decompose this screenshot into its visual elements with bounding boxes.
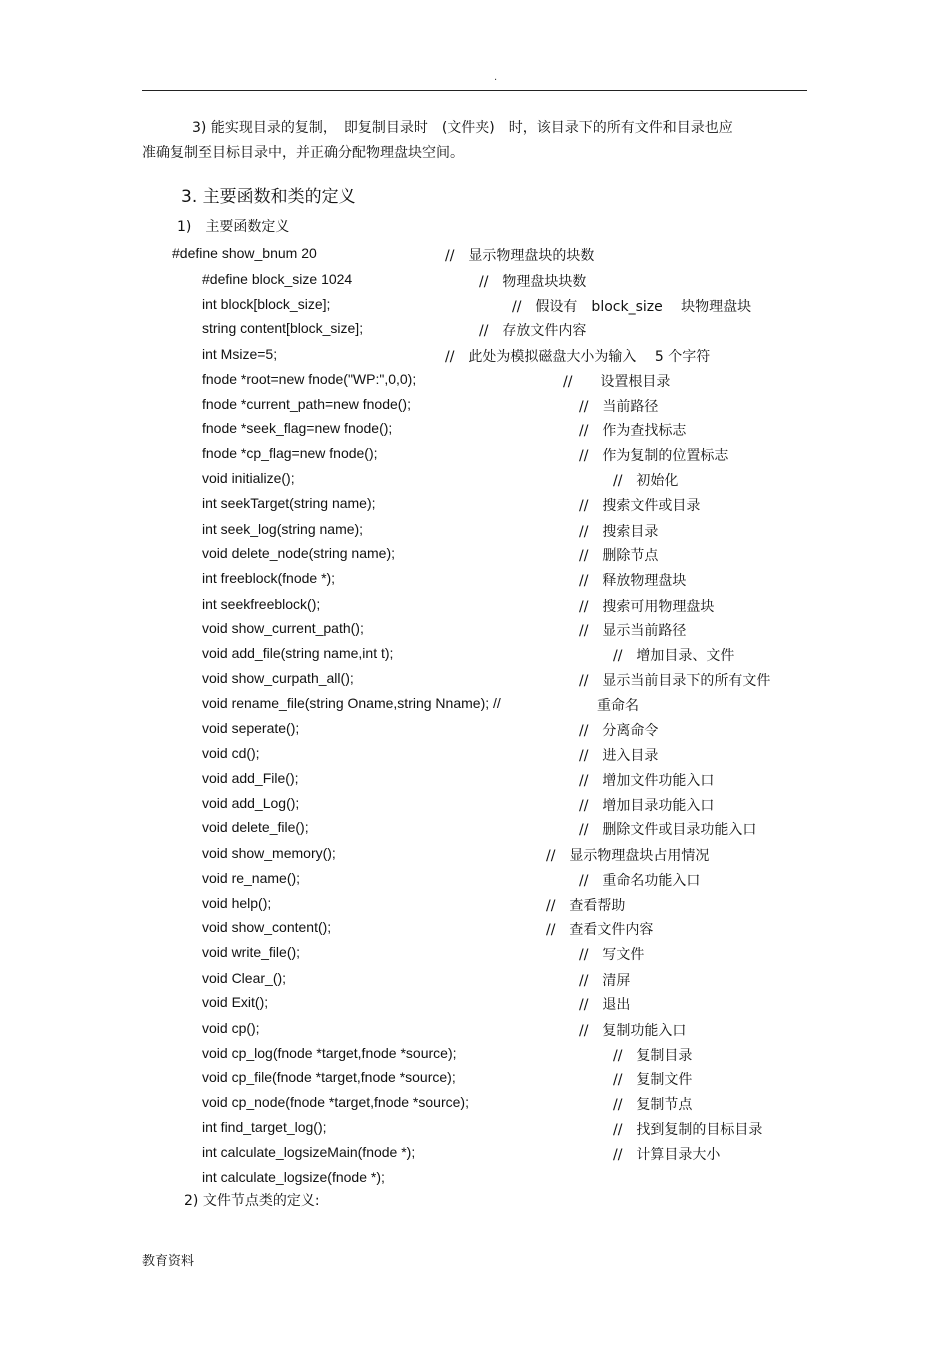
- code-line: fnode *seek_flag=new fnode();: [202, 420, 393, 436]
- code-comment: // 复制功能入口: [579, 1023, 687, 1039]
- code-comment: // 初始化: [613, 473, 679, 489]
- code-comment: // 清屏: [579, 973, 631, 989]
- code-line: void Clear_();: [202, 970, 287, 986]
- footer-text: 教育资料: [142, 1254, 195, 1269]
- code-comment: // 增加目录、文件: [613, 648, 735, 664]
- code-line: int calculate_logsizeMain(fnode *);: [202, 1144, 416, 1160]
- code-line: int seekfreeblock();: [202, 596, 321, 612]
- section-title: 3. 主要函数和类的定义: [181, 187, 356, 207]
- code-comment: // 增加文件功能入口: [579, 773, 715, 789]
- subsection-2-title: 2) 文件节点类的定义:: [184, 1193, 320, 1209]
- code-line: void cd();: [202, 745, 260, 761]
- code-comment: // 作为复制的位置标志: [579, 448, 729, 464]
- code-line: int freeblock(fnode *);: [202, 570, 336, 586]
- code-line: void cp();: [202, 1020, 260, 1036]
- code-line: fnode *root=new fnode("WP:",0,0);: [202, 371, 417, 387]
- code-line: void show_memory();: [202, 845, 336, 861]
- code-line: void write_file();: [202, 944, 301, 960]
- code-line: void Exit();: [202, 994, 269, 1010]
- code-comment: // 查看文件内容: [546, 922, 654, 938]
- code-comment: // 显示物理盘块占用情况: [546, 848, 710, 864]
- code-line: #define show_bnum 20: [172, 245, 317, 261]
- code-comment: // 退出: [579, 997, 631, 1013]
- code-line: void initialize();: [202, 470, 295, 486]
- code-line: #define block_size 1024: [202, 271, 353, 287]
- code-comment: 重命名: [597, 698, 639, 714]
- code-comment: // 显示物理盘块的块数: [445, 248, 595, 264]
- code-comment: // 存放文件内容: [479, 323, 587, 339]
- code-line: int calculate_logsize(fnode *);: [202, 1169, 385, 1185]
- code-comment: // 计算目录大小: [613, 1147, 721, 1163]
- subsection-1-title: 1) 主要函数定义: [177, 219, 290, 235]
- code-line: void delete_node(string name);: [202, 545, 396, 561]
- code-line: void delete_file();: [202, 819, 309, 835]
- code-line: void seperate();: [202, 720, 300, 736]
- header-rule: [142, 90, 807, 91]
- code-comment: // 分离命令: [579, 723, 659, 739]
- code-comment: // 释放物理盘块: [579, 573, 687, 589]
- code-comment: // 显示当前路径: [579, 623, 687, 639]
- code-comment: // 重命名功能入口: [579, 873, 701, 889]
- header-mark: .: [494, 72, 498, 83]
- code-comment: // 写文件: [579, 947, 645, 963]
- code-line: void add_Log();: [202, 795, 300, 811]
- code-line: fnode *cp_flag=new fnode();: [202, 445, 378, 461]
- code-line: void show_current_path();: [202, 620, 364, 636]
- code-line: int block[block_size];: [202, 296, 331, 312]
- code-line: void re_name();: [202, 870, 301, 886]
- code-comment: // 当前路径: [579, 399, 659, 415]
- code-line: void add_File();: [202, 770, 299, 786]
- code-line: int seek_log(string name);: [202, 521, 364, 537]
- code-line: void add_file(string name,int t);: [202, 645, 394, 661]
- code-comment: // 设置根目录: [563, 374, 671, 390]
- code-line: fnode *current_path=new fnode();: [202, 396, 411, 412]
- code-comment: // 作为查找标志: [579, 423, 687, 439]
- code-comment: // 删除节点: [579, 548, 659, 564]
- code-line: int find_target_log();: [202, 1119, 327, 1135]
- code-line: string content[block_size];: [202, 320, 364, 336]
- code-comment: // 复制节点: [613, 1097, 693, 1113]
- code-comment: // 进入目录: [579, 748, 659, 764]
- code-comment: // 删除文件或目录功能入口: [579, 822, 757, 838]
- code-line: void cp_file(fnode *target,fnode *source);: [202, 1069, 456, 1085]
- intro-line-2: 准确复制至目标目录中，并正确分配物理盘块空间。: [142, 145, 464, 161]
- code-comment: // 增加目录功能入口: [579, 798, 715, 814]
- code-comment: // 复制文件: [613, 1072, 693, 1088]
- code-comment: // 复制目录: [613, 1048, 693, 1064]
- code-line: void rename_file(string Oname,string Nname); //: [202, 695, 501, 711]
- code-comment: // 搜索目录: [579, 524, 659, 540]
- code-line: void show_curpath_all();: [202, 670, 354, 686]
- intro-line-1: 3) 能实现目录的复制， 即复制目录时 (文件夹) 时，该目录下的所有文件和目录也应: [192, 120, 733, 136]
- code-line: void cp_log(fnode *target,fnode *source);: [202, 1045, 457, 1061]
- code-comment: // 搜索可用物理盘块: [579, 599, 715, 615]
- code-line: void show_content();: [202, 919, 332, 935]
- code-comment: // 搜索文件或目录: [579, 498, 701, 514]
- code-line: void help();: [202, 895, 272, 911]
- code-comment: // 物理盘块块数: [479, 274, 587, 290]
- code-line: int seekTarget(string name);: [202, 495, 376, 511]
- code-comment: // 显示当前目录下的所有文件: [579, 673, 771, 689]
- code-comment: // 假设有 block_size 块物理盘块: [512, 299, 752, 315]
- code-comment: // 查看帮助: [546, 898, 626, 914]
- code-line: void cp_node(fnode *target,fnode *source);: [202, 1094, 469, 1110]
- code-line: int Msize=5;: [202, 346, 278, 362]
- code-comment: // 此处为模拟磁盘大小为输入 5 个字符: [445, 349, 711, 365]
- code-comment: // 找到复制的目标目录: [613, 1122, 763, 1138]
